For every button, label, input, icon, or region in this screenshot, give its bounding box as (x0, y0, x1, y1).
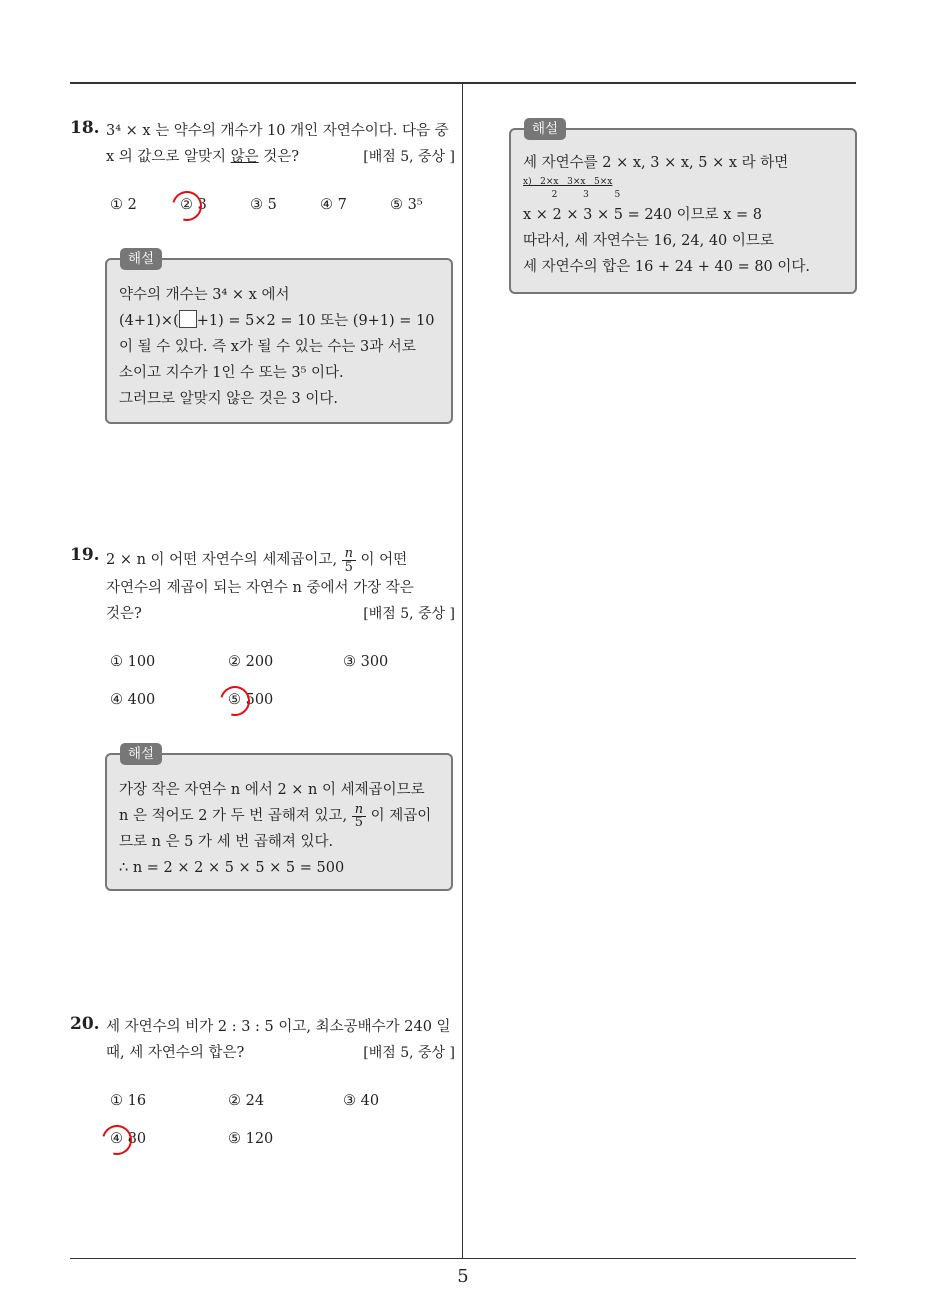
question-number: 19. (70, 545, 100, 565)
question-text: 3⁴ × x 는 약수의 개수가 10 개인 자연수이다. 다음 중 x 의 값으로 알맞지 않은 것은? [배점 5, 중상 ] (106, 118, 455, 170)
question-number: 20. (70, 1014, 100, 1034)
answer-mark-icon (215, 681, 256, 722)
difficulty-meta: [배점 5, 중상 ] (363, 1045, 455, 1061)
choice[interactable]: ② 200 (228, 654, 274, 670)
question-number: 18. (70, 118, 100, 138)
solution-box: 해설 약수의 개수는 3⁴ × x 에서 (4+1)×( +1) = 5×2 = 10 또는 (9+1) = 10 이 될 수 있다. 즉 x가 될 수 있는 수는 3과 서로 소이고 지수가 1인 수 또는 3⁵ 이다. 그러므로 알맞지 않은 것은 3 이다. (105, 258, 453, 424)
page-number: 5 (457, 1266, 469, 1287)
choice[interactable]: ④ 80 (110, 1131, 147, 1147)
division-ladder: x) 2×x 3×x 5×x (523, 177, 613, 187)
question-20 (70, 1014, 455, 1066)
column-divider (462, 83, 463, 1258)
solution-tag: 해설 (120, 248, 162, 270)
choice[interactable]: ④ 400 (110, 692, 156, 708)
solution-tag: 해설 (524, 118, 566, 140)
solution-tag: 해설 (120, 743, 162, 765)
question-19 (70, 545, 455, 627)
top-rule (70, 82, 856, 84)
choice[interactable]: ⑤ 3⁵ (390, 197, 423, 213)
choice[interactable]: ① 2 (110, 197, 137, 213)
answer-mark-icon (167, 186, 208, 227)
question-text: 세 자연수의 비가 2 : 3 : 5 이고, 최소공배수가 240 일 때, 세 자연수의 합은? [배점 5, 중상 ] (106, 1014, 455, 1066)
choice[interactable]: ① 16 (110, 1093, 147, 1109)
solution-box: 해설 가장 작은 자연수 n 에서 2 × n 이 세제곱이므로 n 은 적어도 2 가 두 번 곱해져 있고, $\frac{n}{5}$ 이 제곱이 므로 n 은 5 가 세 번 곱해져 있다. ∴ n = 2 × 2 × 5 × 5 × 5 = 500 (105, 753, 453, 891)
choice[interactable]: ⑤ 120 (228, 1131, 274, 1147)
choice[interactable]: ① 100 (110, 654, 156, 670)
question-18 (70, 118, 455, 170)
difficulty-meta: [배점 5, 중상 ] (363, 149, 455, 165)
difficulty-meta: [배점 5, 중상 ] (363, 606, 455, 622)
solution-box-q20: 해설 세 자연수를 2 × x, 3 × x, 5 × x 라 하면 x) 2×x 3×x 5×x 2 3 5 x × 2 × 3 × 5 = 240 이므로 x = 8 따라서, 세 자연수는 16, 24, 40 이므로 세 자연수의 합은 16 + 24 + 40 = 80 이다. (509, 128, 857, 294)
choice[interactable]: ④ 7 (320, 197, 347, 213)
choice[interactable]: ③ 300 (343, 654, 389, 670)
blank-box-icon (179, 310, 197, 328)
choice[interactable]: ⑤ 500 (228, 692, 274, 708)
answer-mark-icon (97, 1120, 138, 1161)
fraction: $\frac{n}{5}$ (342, 547, 356, 574)
choice[interactable]: ② 3 (180, 197, 207, 213)
choice[interactable]: ② 24 (228, 1093, 265, 1109)
question-text: 2 × n 이 어떤 자연수의 세제곱이고, $\frac{n}{5}$ 이 어떤 자연수의 제곱이 되는 자연수 n 중에서 가장 작은 것은? [배점 5, 중상 ] (106, 545, 455, 627)
bottom-rule (70, 1258, 856, 1259)
fraction: $\frac{n}{5}$ (352, 804, 366, 829)
choice[interactable]: ③ 40 (343, 1093, 380, 1109)
choice[interactable]: ③ 5 (250, 197, 277, 213)
